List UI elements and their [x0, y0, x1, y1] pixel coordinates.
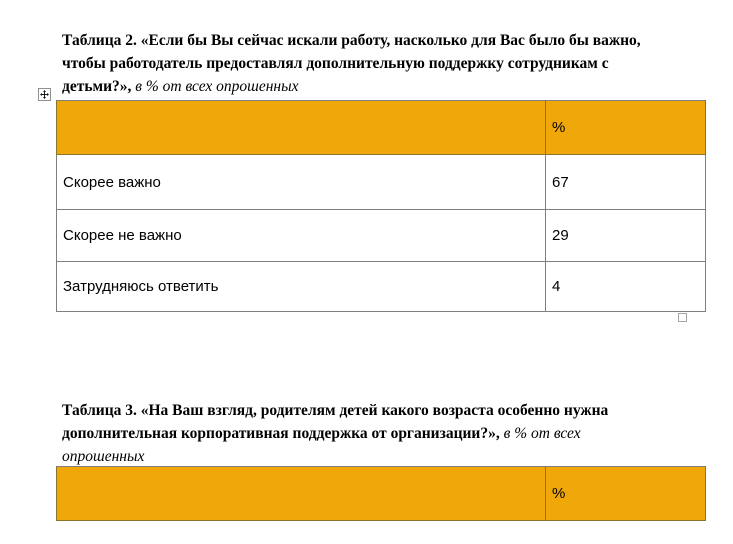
table3-caption-italic-note-part2: опрошенных — [62, 448, 145, 466]
table2-caption-line3: детьми?», — [62, 78, 136, 96]
table-resize-handle[interactable] — [678, 313, 687, 322]
table3-caption — [62, 399, 690, 469]
table2-row1-value-cell: 67 — [546, 155, 706, 210]
table2-caption-italic-note: в % от всех опрошенных — [135, 78, 299, 96]
table2 — [56, 100, 706, 312]
table2-row2-value-cell: 29 — [546, 210, 706, 262]
table2-caption-line2: чтобы работодатель предоставлял дополнительную поддержку сотрудникам с — [62, 54, 609, 72]
table3-caption-line2: дополнительная корпоративная поддержка от организации?», — [62, 424, 504, 442]
table-row — [57, 155, 706, 210]
table3 — [56, 466, 706, 521]
table2-row2-label-cell: Скорее не важно — [57, 210, 546, 262]
table-row — [57, 262, 706, 312]
table2-header-row — [57, 101, 706, 155]
table-row — [57, 210, 706, 262]
table2-row1-label-cell: Скорее важно — [57, 155, 546, 210]
table3-header-row — [57, 467, 706, 521]
table2-caption — [62, 29, 690, 99]
table2-header-percent-cell: % — [546, 101, 706, 155]
move-arrows-icon — [40, 90, 49, 99]
table2-row3-label-cell: Затрудняюсь ответить — [57, 262, 546, 312]
table2-header-category-cell — [57, 101, 546, 155]
table2-row3-value-cell: 4 — [546, 262, 706, 312]
table2-caption-line1: Таблица 2. «Если бы Вы сейчас искали работу, насколько для Вас было бы важно, — [62, 31, 641, 49]
table3-caption-line1: Таблица 3. «На Ваш взгляд, родителям детей какого возраста особенно нужна — [62, 401, 609, 419]
table3-header-percent-cell: % — [546, 467, 706, 521]
table3-header-category-cell — [57, 467, 546, 521]
table3-caption-italic-note-part1: в % от всех — [503, 424, 581, 442]
table-move-handle[interactable] — [38, 88, 51, 101]
